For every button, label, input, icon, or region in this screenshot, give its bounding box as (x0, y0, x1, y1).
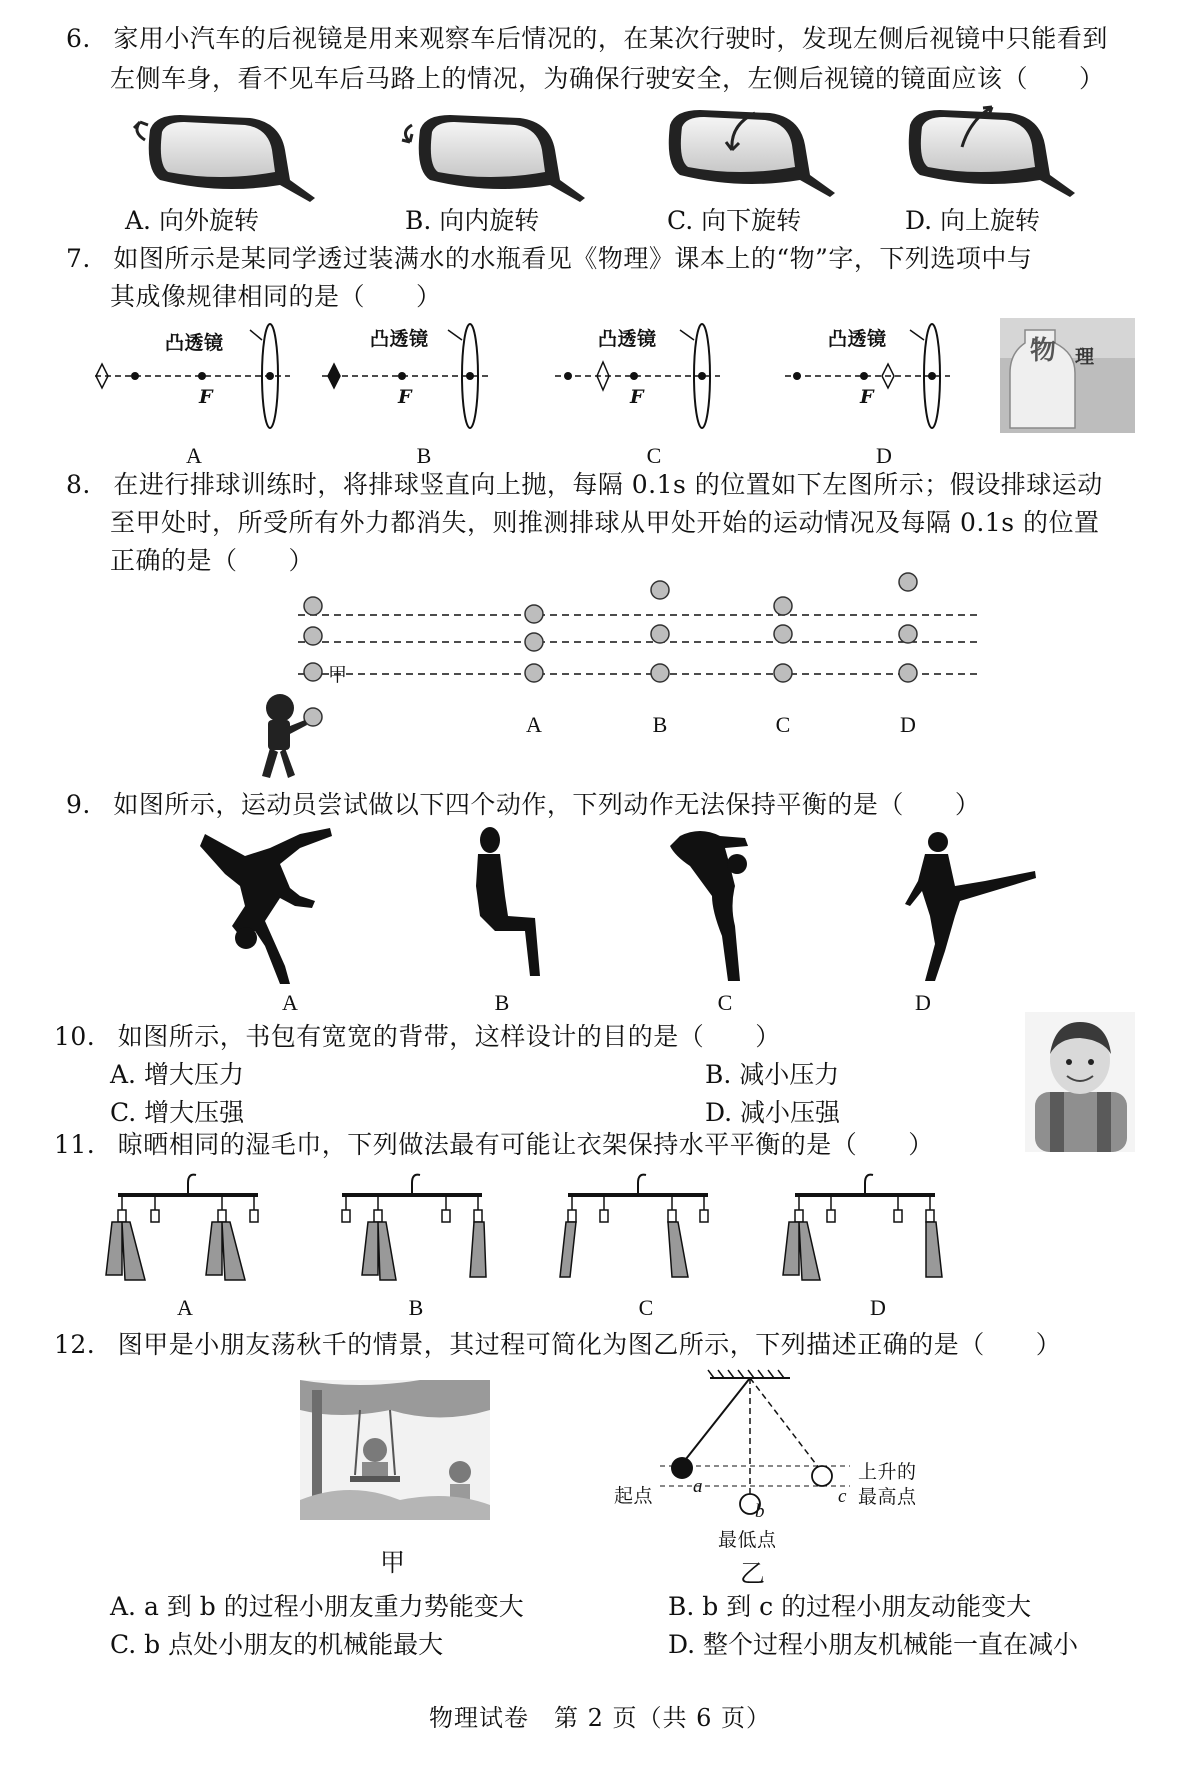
q9-label-d[interactable]: D (915, 990, 931, 1015)
q8-number: 8. (66, 470, 91, 499)
q10-option-a[interactable]: A. 增大压力 (110, 1060, 244, 1089)
bottle-text-wu: 物 (1030, 336, 1057, 366)
q7-text-1: 如图所示是某同学透过装满水的水瓶看见《物理》课本上的“物”字，下列选项中与 (113, 244, 1033, 273)
q7-label-d[interactable]: D (876, 443, 892, 468)
q7-text-2: 其成像规律相同的是（ ） (110, 282, 442, 311)
q12-option-a[interactable]: A. a 到 b 的过程小朋友重力势能变大 (110, 1592, 524, 1621)
q7-label-b[interactable]: B (416, 443, 432, 468)
q9-label-c[interactable]: C (717, 990, 733, 1015)
point-a-label: a (693, 1476, 703, 1497)
mirror-d (909, 107, 1075, 197)
q12-text-1: 图甲是小朋友荡秋千的情景，其过程可简化为图乙所示，下列描述正确的是（ ） (117, 1330, 1062, 1359)
q6-mirror-figures (0, 100, 1200, 200)
q6-line-1 (66, 22, 1108, 56)
q10-line-1 (54, 1020, 781, 1054)
swing-photo (300, 1380, 490, 1520)
q11-text-1: 晾晒相同的湿毛巾，下列做法最有可能让衣架保持水平平衡的是（ ） (117, 1130, 934, 1159)
fig-yi-label: 乙 (740, 1559, 766, 1588)
point-b-label: b (755, 1501, 765, 1522)
highest-point-label-2: 最高点 (858, 1486, 917, 1508)
lowest-point-label: 最低点 (718, 1529, 777, 1551)
girl-figure (262, 694, 307, 778)
water-bottle-photo (1000, 318, 1135, 433)
mirror-a (134, 115, 315, 202)
q12-option-c[interactable]: C. b 点处小朋友的机械能最大 (110, 1630, 444, 1659)
q9-number: 9. (66, 790, 91, 819)
q6-option-a[interactable]: A. 向外旋转 (125, 206, 259, 235)
q8-label-b[interactable]: B (652, 712, 668, 737)
q11-label-c[interactable]: C (638, 1295, 654, 1320)
hanger-b (342, 1175, 486, 1280)
q8-volleyball-diagram (0, 580, 1200, 780)
q6-option-d[interactable]: D. 向上旋转 (905, 206, 1041, 235)
lens-label-a: 凸透镜 (165, 332, 224, 354)
q6-number: 6. (66, 24, 91, 53)
focus-label-b: F (398, 386, 412, 408)
q6-text-1: 家用小汽车的后视镜是用来观察车后情况的，在某次行驶时，发现左侧后视镜中只能看到 (113, 24, 1108, 53)
mirror-c (669, 110, 835, 197)
q8-label-c[interactable]: C (775, 712, 791, 737)
fig-jia-label: 甲 (380, 1548, 406, 1577)
q7-label-c[interactable]: C (646, 443, 662, 468)
focus-label-c: F (630, 386, 644, 408)
q7-line-1 (66, 242, 1032, 276)
q8-label-a[interactable]: A (526, 712, 542, 737)
q11-number: 11. (54, 1130, 96, 1159)
page-footer: 物理试卷 第 2 页（共 6 页） (428, 1704, 772, 1732)
athlete-a (200, 828, 332, 984)
q7-label-a[interactable]: A (186, 443, 202, 468)
hanger-a (106, 1175, 258, 1280)
q9-line-1 (66, 788, 980, 822)
q8-text-1: 在进行排球训练时，将排球竖直向上抛，每隔 0.1s 的位置如下左图所示；假设排球运动 (113, 470, 1103, 499)
q9-athlete-silhouettes (0, 826, 1200, 986)
mirror-b (402, 115, 585, 202)
q9-text-1: 如图所示，运动员尝试做以下四个动作，下列动作无法保持平衡的是（ ） (113, 790, 981, 819)
q8-text-2: 至甲处时，所受所有外力都消失，则推测排球从甲处开始的运动情况及每隔 0.1s 的位置 (110, 508, 1100, 537)
q11-hanger-diagrams (0, 1165, 1200, 1295)
q8-jia-label: 甲 (328, 664, 348, 686)
q6-option-c[interactable]: C. 向下旋转 (667, 206, 802, 235)
q9-label-a[interactable]: A (282, 990, 298, 1015)
focus-label-a: F (199, 386, 213, 408)
q10-option-c[interactable]: C. 增大压强 (110, 1098, 245, 1127)
lens-label-c: 凸透镜 (598, 328, 657, 350)
q8-text-3: 正确的是（ ） (110, 546, 315, 575)
q12-option-b[interactable]: B. b 到 c 的过程小朋友动能变大 (668, 1592, 1032, 1621)
q8-label-d[interactable]: D (900, 712, 916, 737)
start-point-label: 起点 (614, 1485, 654, 1507)
boy-with-backpack-photo (1025, 1012, 1135, 1152)
lens-label-b: 凸透镜 (370, 328, 429, 350)
athlete-b (476, 827, 540, 976)
q11-label-d[interactable]: D (870, 1295, 886, 1320)
q10-option-b[interactable]: B. 减小压力 (705, 1060, 840, 1089)
q10-option-d[interactable]: D. 减小压强 (705, 1098, 841, 1127)
q10-number: 10. (54, 1022, 96, 1051)
q8-line-1 (66, 468, 1103, 502)
q11-label-b[interactable]: B (408, 1295, 424, 1320)
highest-point-label-1: 上升的 (858, 1461, 917, 1483)
q12-number: 12. (54, 1330, 96, 1359)
focus-label-d: F (860, 386, 874, 408)
point-c-label: c (838, 1486, 847, 1507)
q6-text-2: 左侧车身，看不见车后马路上的情况，为确保行驶安全，左侧后视镜的镜面应该（ ） (110, 64, 1105, 93)
q7-number: 7. (66, 244, 91, 273)
q12-line-1 (54, 1328, 1061, 1362)
q11-line-1 (54, 1128, 934, 1162)
q10-text-1: 如图所示，书包有宽宽的背带，这样设计的目的是（ ） (117, 1022, 781, 1051)
hanger-d (783, 1175, 942, 1280)
hanger-c (560, 1175, 708, 1277)
lens-label-d: 凸透镜 (828, 328, 887, 350)
q11-label-a[interactable]: A (177, 1295, 193, 1320)
q9-label-b[interactable]: B (494, 990, 510, 1015)
athlete-d (905, 832, 1036, 981)
athlete-c (670, 831, 748, 981)
bottle-text-li: 理 (1075, 346, 1095, 368)
q6-option-b[interactable]: B. 向内旋转 (405, 206, 540, 235)
q12-option-d[interactable]: D. 整个过程小朋友机械能一直在减小 (668, 1630, 1079, 1659)
